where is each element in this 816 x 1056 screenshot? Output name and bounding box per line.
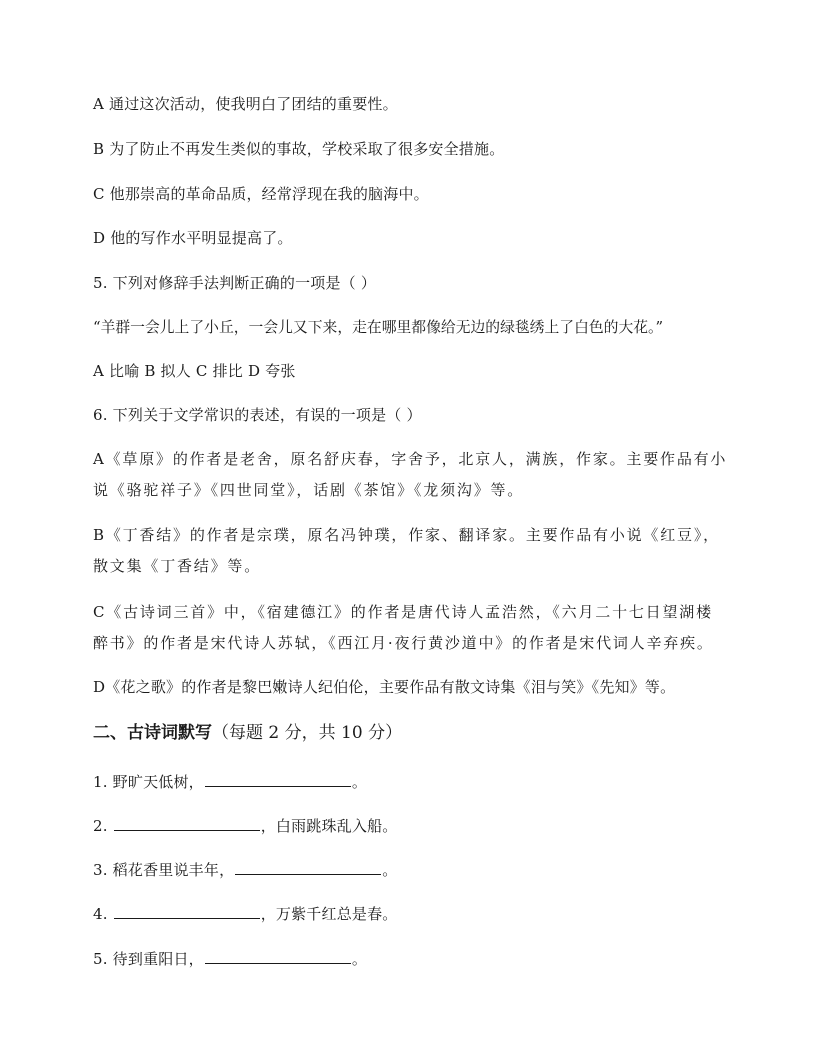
dictation-item-1 bbox=[93, 767, 728, 798]
q4-option-d: D 他的写作水平明显提高了。 bbox=[93, 229, 293, 247]
answer-blank[interactable] bbox=[114, 904, 260, 919]
dictation-suffix: 。 bbox=[382, 861, 398, 879]
dictation-suffix: 。 bbox=[351, 950, 368, 968]
section-heading bbox=[93, 721, 402, 745]
dictation-prefix: 2. bbox=[93, 817, 113, 835]
answer-blank[interactable] bbox=[205, 949, 351, 964]
dictation-suffix: ，白雨跳珠乱入船。 bbox=[260, 817, 398, 835]
answer-blank[interactable] bbox=[114, 816, 260, 831]
section-title: 二、古诗词默写 bbox=[93, 723, 212, 743]
section-note: （每题 2 分，共 10 分） bbox=[212, 723, 403, 743]
dictation-prefix: 4. bbox=[93, 905, 113, 923]
q5-options: A 比喻 B 拟人 C 排比 D 夸张 bbox=[93, 362, 296, 380]
q5-stem: 5. 下列对修辞手法判断正确的一项是（ ） bbox=[93, 274, 377, 292]
answer-blank[interactable] bbox=[235, 860, 381, 875]
dictation-item-4 bbox=[93, 899, 728, 930]
answer-blank[interactable] bbox=[205, 772, 351, 787]
q4-option-b: B 为了防止不再发生类似的事故，学校采取了很多安全措施。 bbox=[93, 140, 505, 158]
q4-option-a: A 通过这次活动，使我明白了团结的重要性。 bbox=[93, 95, 398, 113]
q4-option-c: C 他那崇高的革命品质，经常浮现在我的脑海中。 bbox=[93, 185, 429, 203]
q6-option-c: C《古诗词三首》中，《宿建德江》的作者是唐代诗人孟浩然，《六月二十七日望湖楼醉书》的作者是宋代诗人苏轼，《西江月·夜行黄沙道中》的作者是宋代词人辛弃疾。 bbox=[93, 603, 714, 652]
dictation-item-3 bbox=[93, 855, 728, 886]
q6-option-a: A《草原》的作者是老舍，原名舒庆春，字舍予，北京人，满族，作家。主要作品有小说《骆驼祥子》《四世同堂》，话剧《茶馆》《龙须沟》等。 bbox=[93, 450, 728, 499]
dictation-prefix: 1. 野旷天低树， bbox=[93, 773, 204, 791]
dictation-suffix: ，万紫千红总是春。 bbox=[260, 905, 398, 923]
dictation-item-2 bbox=[93, 811, 728, 842]
q6-option-b: B《丁香结》的作者是宗璞，原名冯钟璞，作家、翻译家。主要作品有小说《红豆》，散文集《丁香结》等。 bbox=[93, 526, 720, 575]
q6-option-d: D《花之歌》的作者是黎巴嫩诗人纪伯伦，主要作品有散文诗集《泪与笑》《先知》等。 bbox=[93, 678, 676, 696]
dictation-prefix: 3. 稻花香里说丰年， bbox=[93, 861, 235, 879]
q6-stem: 6. 下列关于文学常识的表述，有误的一项是（ ） bbox=[93, 406, 422, 424]
dictation-item-5 bbox=[93, 944, 728, 975]
q5-quote: “羊群一会儿上了小丘，一会儿又下来，走在哪里都像给无边的绿毯绣上了白色的大花。” bbox=[93, 319, 664, 336]
dictation-suffix: 。 bbox=[351, 773, 368, 791]
dictation-prefix: 5. 待到重阳日， bbox=[93, 950, 204, 968]
